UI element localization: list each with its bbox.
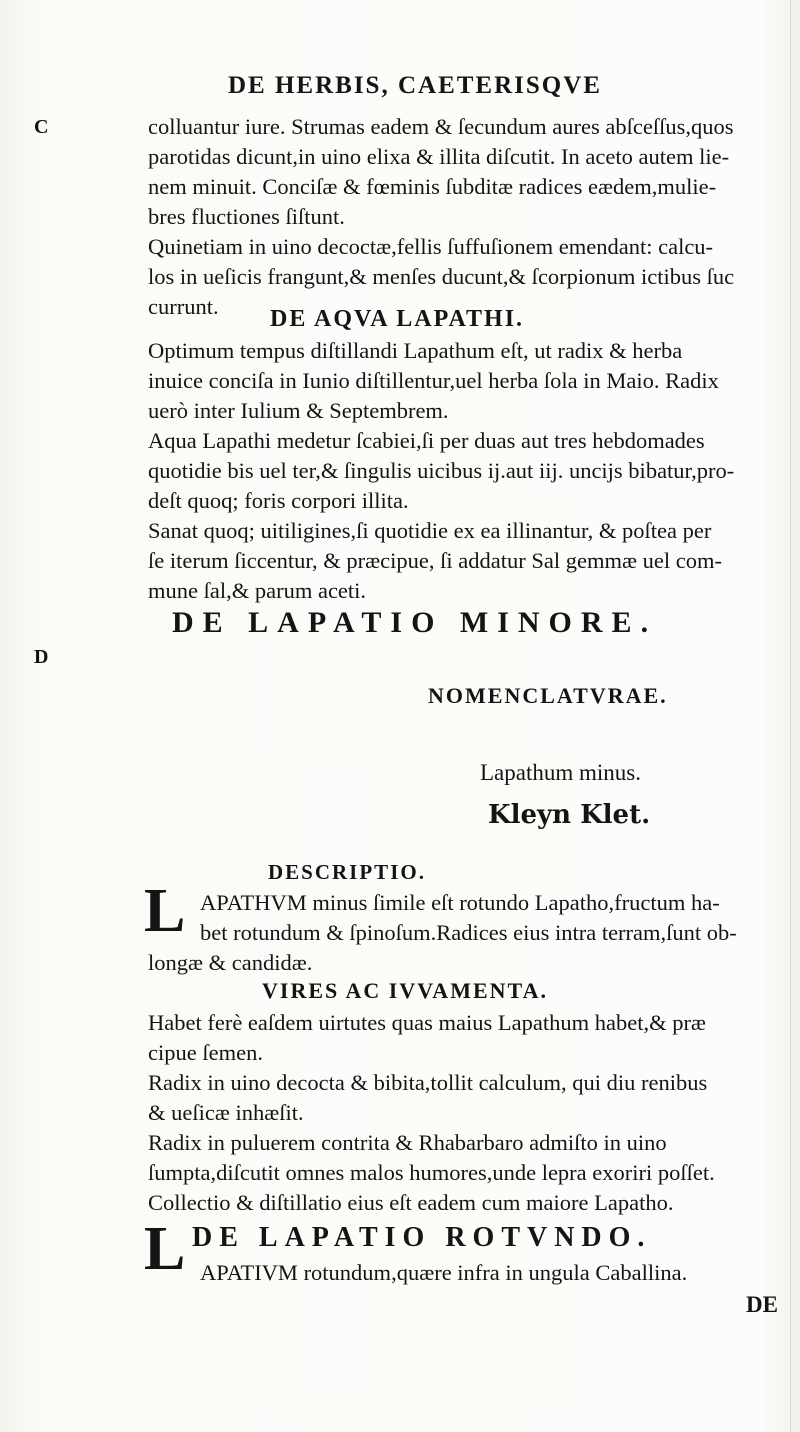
text-line: & ueſicæ inhæſit. — [148, 1100, 304, 1125]
text-line: colluantur iure. Strumas eadem & ſecundum aures abſceſſus,quos — [148, 114, 734, 139]
text-line: Collectio & diſtillatio eius eſt eadem cum maiore Lapatho. — [148, 1190, 674, 1215]
descriptio-text-cont — [148, 948, 788, 978]
running-head: DE HERBIS, CAETERISQVE — [228, 72, 602, 99]
latin-name: Lapathum minus. — [480, 760, 641, 785]
text-line: ſumpta,diſcutit omnes malos humores,unde lepra exoriri poſſet. — [148, 1160, 715, 1185]
text-line: Sanat quoq; uitiligines,ſi quotidie ex ea illinantur, & poſtea per — [148, 518, 712, 543]
text-line: quotidie bis uel ter,& ſingulis uicibus ij.aut iij. uncijs bibatur,pro- — [148, 458, 735, 483]
text-line: parotidas dicunt,in uino elixa & illita diſcutit. In aceto autem lie- — [148, 144, 730, 169]
text-line: Quinetiam in uino decoctæ,fellis ſuffuſionem emendant: calcu- — [148, 234, 714, 259]
text-line: bet rotundum & ſpinoſum.Radices eius intra terram,ſunt ob- — [200, 920, 737, 945]
text-line: los in ueſicis frangunt,& menſes ducunt,& ſcorpionum ictibus ſuc — [148, 264, 735, 289]
heading-vires: VIRES AC IVVAMENTA. — [262, 978, 548, 1003]
text-line: deſt quoq; foris corpori illita. — [148, 488, 409, 513]
descriptio-text — [200, 888, 800, 948]
text-line: Habet ferè eaſdem uirtutes quas maius Lapathum habet,& præ — [148, 1010, 706, 1035]
vires-text — [148, 1008, 788, 1218]
heading-lapatio-rotundo: DE LAPATIO ROTVNDO. — [192, 1222, 652, 1253]
text-line: mune ſal,& parum aceti. — [148, 578, 367, 603]
catchword: DE — [746, 1292, 778, 1317]
german-name: Kleyn Klet. — [488, 800, 651, 830]
heading-nomenclaturae: NOMENCLATVRAE. — [428, 683, 668, 708]
heading-descriptio: DESCRIPTIO. — [268, 860, 426, 884]
heading-aqua-lapathi: DE AQVA LAPATHI. — [270, 306, 525, 332]
text-line: Radix in uino decocta & bibita,tollit calculum, qui diu renibus — [148, 1070, 708, 1095]
text-line: Optimum tempus diſtillandi Lapathum eſt, ut radix & herba — [148, 338, 683, 363]
text-line: currunt. — [148, 294, 219, 319]
margin-letter-c: C — [34, 116, 49, 138]
section-aqua-text — [148, 336, 788, 606]
text-line: Aqua Lapathi medetur ſcabiei,ſi per duas aut tres hebdomades — [148, 428, 705, 453]
text-line: inuice conciſa in Iunio diſtillentur,uel herba ſola in Maio. Radix — [148, 368, 719, 393]
text-line: bres fluctiones ſiſtunt. — [148, 204, 345, 229]
text-line: APATHVM minus ſimile eſt rotundo Lapatho,fructum ha- — [200, 890, 720, 915]
text-line: uerò inter Iulium & Septembrem. — [148, 398, 449, 423]
drop-initial-l: L — [144, 877, 186, 945]
section-herbis-text — [148, 112, 788, 322]
margin-letter-d: D — [34, 646, 49, 668]
drop-initial-l-rotundo: L — [144, 1215, 186, 1283]
rotundo-text: APATIVM rotundum,quære infra in ungula Caballina. — [200, 1260, 688, 1285]
heading-lapatio-minore: DE LAPATIO MINORE. — [172, 606, 658, 639]
text-line: cipue ſemen. — [148, 1040, 263, 1065]
page-edge-rule — [790, 0, 791, 1432]
text-line: ſe iterum ſiccentur, & præcipue, ſi addatur Sal gemmæ uel com- — [148, 548, 722, 573]
text-line: nem minuit. Conciſæ & fœminis ſubditæ radices eædem,mulie- — [148, 174, 717, 199]
text-line: Radix in puluerem contrita & Rhabarbaro admiſto in uino — [148, 1130, 667, 1155]
text-line: longæ & candidæ. — [148, 950, 313, 975]
